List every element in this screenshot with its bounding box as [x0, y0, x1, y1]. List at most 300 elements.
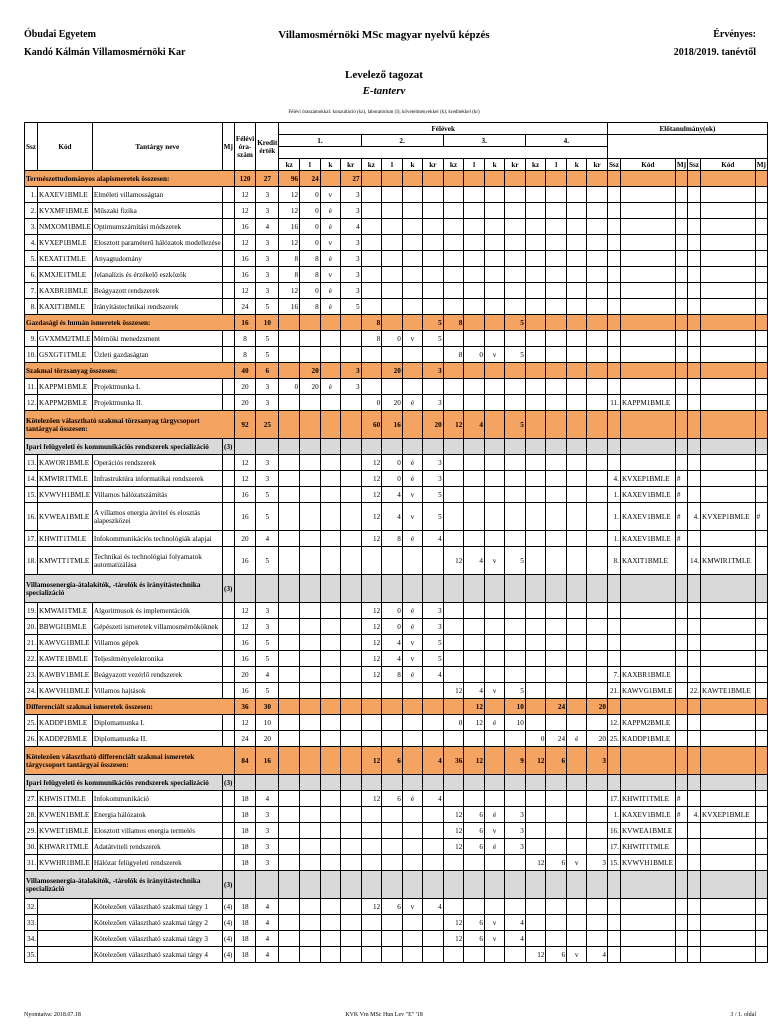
semester-3-kr [505, 283, 526, 299]
semester-2-l [382, 931, 403, 947]
semester-3-kz [443, 487, 464, 503]
semester-2-kr [423, 235, 444, 251]
semester-2-k: é [402, 619, 422, 635]
semester-2-kr: 5 [423, 503, 444, 531]
prereq-mj-2: # [755, 503, 767, 531]
semester-3-kz: 36 [443, 747, 464, 775]
prereq-ssz-2 [688, 791, 701, 807]
prereq-ssz-2 [688, 899, 701, 915]
prereq-ssz-1: 17. [607, 839, 620, 855]
semester-2-kr [423, 251, 444, 267]
semester-4-kz [525, 471, 546, 487]
course-row [25, 299, 768, 315]
university-name: Óbudai Egyetem [24, 29, 96, 40]
semester-4-kz: 12 [525, 855, 546, 871]
course-code: KHWIT1TMLE [38, 531, 93, 547]
prereq-mj-2 [755, 203, 767, 219]
course-note [222, 235, 234, 251]
semester-3-kz [443, 791, 464, 807]
semester-3-kz [443, 575, 464, 603]
prereq-mj-1 [675, 315, 687, 331]
course-code: KVWEN1BMLE [38, 807, 93, 823]
course-credit: 3 [256, 251, 279, 267]
course-hours: 16 [234, 267, 255, 283]
course-code: KADDP2BMLE [38, 731, 93, 747]
prereq-mj-1: # [675, 531, 687, 547]
col-kr: kr [587, 159, 608, 171]
prereq-code-1: KAXEV1BMLE [620, 531, 675, 547]
semester-1-kr: 3 [340, 187, 361, 203]
semester-4-kz [525, 251, 546, 267]
semester-1-k [320, 363, 340, 379]
semester-4-l [546, 651, 567, 667]
semester-4-k: v [567, 947, 587, 963]
course-hours: 12 [234, 283, 255, 299]
semester-2-k: v [402, 635, 422, 651]
semester-2-kr [423, 839, 444, 855]
semester-1-kr [340, 683, 361, 699]
prereq-ssz-1 [607, 203, 620, 219]
semester-1-kz [279, 503, 300, 531]
semester-4-k: v [567, 855, 587, 871]
semester-4-kz [525, 899, 546, 915]
semester-3-kr [505, 235, 526, 251]
semester-4-l [546, 531, 567, 547]
semester-2-kz [361, 731, 382, 747]
semester-3-kz [443, 395, 464, 411]
course-note [222, 283, 234, 299]
semester-4-l: 24 [546, 731, 567, 747]
specialization-row [25, 439, 768, 455]
semester-3-kz [443, 731, 464, 747]
specialization-title: Ipari felügyeleti és kommunikációs rendszerek specializáció [25, 439, 223, 455]
course-name: Adatátviteli rendszerek [92, 839, 222, 855]
semester-1-kz [279, 747, 300, 775]
course-hours: 20 [234, 379, 255, 395]
course-note [222, 395, 234, 411]
semester-1-kr [340, 331, 361, 347]
course-code: KMWIR1TMLE [38, 471, 93, 487]
prereq-code-1 [620, 915, 675, 931]
course-name: Jelanalízis és érzékelő eszközök [92, 267, 222, 283]
semester-1-kr: 3 [340, 267, 361, 283]
semester-4-kr [587, 395, 608, 411]
prereq-mj-2 [755, 395, 767, 411]
course-hours: 16 [234, 219, 255, 235]
prereq-code-2 [701, 823, 756, 839]
semester-2-k [402, 855, 422, 871]
semester-1-kz: 12 [279, 235, 300, 251]
prereq-ssz-2 [688, 855, 701, 871]
semester-4-kz [525, 439, 546, 455]
prereq-code-2 [701, 283, 756, 299]
semester-4-kz [525, 651, 546, 667]
semester-1-k [320, 899, 340, 915]
semester-1-l [300, 855, 321, 871]
semester-1-l [300, 471, 321, 487]
semester-4-kz [525, 331, 546, 347]
semester-3-l [464, 235, 485, 251]
semester-4-kz [525, 347, 546, 363]
specialization-row [25, 871, 768, 899]
semester-1-k [320, 503, 340, 531]
semester-1-l [300, 871, 321, 899]
semester-4-kr [587, 619, 608, 635]
prereq-code-2 [701, 395, 756, 411]
semester-3-l: 6 [464, 839, 485, 855]
semester-2-kr: 3 [423, 455, 444, 471]
semester-4-kr [587, 331, 608, 347]
specialization-credit-blank [256, 575, 279, 603]
semester-3-kr [505, 395, 526, 411]
semester-3-l [464, 503, 485, 531]
semester-1-kr [340, 947, 361, 963]
course-row [25, 347, 768, 363]
semester-1-l [300, 347, 321, 363]
course-code [38, 899, 93, 915]
semester-3-l [464, 471, 485, 487]
semester-4-kr [587, 775, 608, 791]
semester-1-l [300, 947, 321, 963]
semester-3-kr [505, 871, 526, 899]
semester-1-k [320, 171, 340, 187]
semester-4-l: 24 [546, 699, 567, 715]
semester-3-kr [505, 219, 526, 235]
prereq-mj-1 [675, 439, 687, 455]
semester-1-kz [279, 439, 300, 455]
semester-3-l: 0 [464, 347, 485, 363]
prereq-code-2 [701, 915, 756, 931]
prereq-ssz-1 [607, 187, 620, 203]
semester-4-l [546, 171, 567, 187]
semester-1-kr [340, 747, 361, 775]
semester-1-kr [340, 899, 361, 915]
semester-1-kr [340, 715, 361, 731]
valid-year: 2018/2019. tanévtől [673, 47, 756, 58]
semester-1-k: é [320, 219, 340, 235]
course-code: KAPPM1BMLE [38, 379, 93, 395]
semester-4-kz [525, 363, 546, 379]
semester-3-l [464, 187, 485, 203]
semester-4-l: 6 [546, 747, 567, 775]
semester-1-l: 8 [300, 299, 321, 315]
course-note [222, 267, 234, 283]
specialization-row [25, 775, 768, 791]
prereq-code-1 [620, 251, 675, 267]
prereq-mj-1 [675, 855, 687, 871]
prereq-code-1 [620, 283, 675, 299]
course-credit: 3 [256, 603, 279, 619]
semester-1-l [300, 731, 321, 747]
semester-4-k [567, 283, 587, 299]
semester-3-k [484, 619, 504, 635]
course-credit: 4 [256, 915, 279, 931]
prereq-ssz-1 [607, 747, 620, 775]
prereq-code-1 [620, 455, 675, 471]
course-name: Energia hálózatok [92, 807, 222, 823]
semester-1-k [320, 775, 340, 791]
prereq-code-1: KVWVH1BMLE [620, 855, 675, 871]
semester-1-kr [340, 395, 361, 411]
semester-2-k: é [402, 531, 422, 547]
prereq-mj-1 [675, 283, 687, 299]
semester-1-kr [340, 807, 361, 823]
semester-3-kr: 3 [505, 823, 526, 839]
prereq-mj-2 [755, 871, 767, 899]
semester-3-k [484, 487, 504, 503]
semester-3-kr [505, 471, 526, 487]
semester-3-kz: 12 [443, 839, 464, 855]
course-note [222, 683, 234, 699]
semester-4-k [567, 251, 587, 267]
semester-3-kz: 12 [443, 823, 464, 839]
semester-3-l [464, 363, 485, 379]
semester-2-l [382, 315, 403, 331]
course-credit: 3 [256, 379, 279, 395]
semester-1-l [300, 575, 321, 603]
prereq-mj-2 [755, 823, 767, 839]
prereq-mj-1 [675, 363, 687, 379]
course-note [222, 299, 234, 315]
semester-1-k [320, 603, 340, 619]
semester-4-l [546, 683, 567, 699]
prereq-ssz-1: 1. [607, 807, 620, 823]
semester-2-l: 8 [382, 667, 403, 683]
course-credit: 5 [256, 635, 279, 651]
semester-3-kz [443, 503, 464, 531]
semester-3-l [464, 219, 485, 235]
semester-3-l: 6 [464, 915, 485, 931]
semester-1-k [320, 823, 340, 839]
semester-2-k [402, 839, 422, 855]
prereq-mj-1: # [675, 807, 687, 823]
semester-4-kz [525, 807, 546, 823]
semester-3-k [484, 395, 504, 411]
prereq-ssz-1 [607, 635, 620, 651]
course-code: KMWAI1TMLE [38, 603, 93, 619]
prereq-ssz-1 [607, 575, 620, 603]
semester-3-l [464, 379, 485, 395]
course-note [222, 635, 234, 651]
course-name: Infokommunikáció [92, 791, 222, 807]
prereq-code-1 [620, 315, 675, 331]
prereq-mj-1 [675, 619, 687, 635]
semester-2-kz [361, 839, 382, 855]
semester-2-kz [361, 379, 382, 395]
semester-4-k [567, 775, 587, 791]
semester-4-l: 6 [546, 855, 567, 871]
semester-4-kr [587, 839, 608, 855]
group-title: Kötelezően választható szakmai törzsanyag tárgycsoport tantárgyai összesen: [25, 411, 235, 439]
semester-4-kr [587, 439, 608, 455]
semester-3-l [464, 667, 485, 683]
semester-3-l [464, 575, 485, 603]
footer-page: 3 / 1. oldal [730, 1012, 756, 1018]
prereq-ssz-1: 21. [607, 683, 620, 699]
prereq-code-1 [620, 411, 675, 439]
semester-2-kz [361, 915, 382, 931]
prereq-mj-2 [755, 411, 767, 439]
col-elotanulmany-blank [607, 135, 767, 159]
prereq-mj-2 [755, 363, 767, 379]
course-note [222, 531, 234, 547]
semester-1-kz [279, 667, 300, 683]
course-hours: 20 [234, 395, 255, 411]
semester-2-k [402, 363, 422, 379]
semester-4-k [567, 747, 587, 775]
course-credit: 5 [256, 299, 279, 315]
course-name: Algoritmusok és implementációk [92, 603, 222, 619]
semester-2-l [382, 347, 403, 363]
semester-4-l: 6 [546, 947, 567, 963]
semester-2-k: v [402, 503, 422, 531]
prereq-ssz-2 [688, 603, 701, 619]
semester-2-kz [361, 871, 382, 899]
semester-3-l: 12 [464, 715, 485, 731]
semester-4-kr [587, 807, 608, 823]
semester-3-l [464, 531, 485, 547]
group-total-row [25, 411, 768, 439]
semester-1-k [320, 619, 340, 635]
semester-2-kz: 12 [361, 471, 382, 487]
semester-2-l [382, 871, 403, 899]
semester-1-l [300, 667, 321, 683]
course-credit: 4 [256, 931, 279, 947]
semester-2-k: v [402, 651, 422, 667]
semester-2-l: 8 [382, 531, 403, 547]
semester-3-l: 6 [464, 807, 485, 823]
course-hours: 16 [234, 487, 255, 503]
prereq-ssz-2: 22. [688, 683, 701, 699]
prereq-code-1: KAWVG1BMLE [620, 683, 675, 699]
prereq-ssz-1 [607, 171, 620, 187]
prereq-code-1 [620, 635, 675, 651]
semester-1-kr [340, 651, 361, 667]
semester-1-k [320, 331, 340, 347]
course-credit: 4 [256, 899, 279, 915]
semester-3-l: 4 [464, 683, 485, 699]
col-kr: kr [340, 159, 361, 171]
prereq-mj-1: # [675, 487, 687, 503]
prereq-code-1 [620, 235, 675, 251]
semester-1-l: 0 [300, 283, 321, 299]
course-number: 2. [25, 203, 38, 219]
course-hours: 8 [234, 331, 255, 347]
semester-2-kr [423, 823, 444, 839]
course-name: Kötelezően választható szakmai tárgy 1 [92, 899, 222, 915]
prereq-ssz-2 [688, 871, 701, 899]
semester-3-l: 4 [464, 547, 485, 575]
semester-2-l [382, 715, 403, 731]
prereq-code-1 [620, 747, 675, 775]
course-number: 29. [25, 823, 38, 839]
prereq-ssz-1: 7. [607, 667, 620, 683]
semester-1-kr [340, 667, 361, 683]
prereq-code-2 [701, 411, 756, 439]
course-code: KMXJE1TMLE [38, 267, 93, 283]
course-code: GVXMM2TMLE [38, 331, 93, 347]
semester-1-l [300, 747, 321, 775]
semester-4-k [567, 791, 587, 807]
semester-2-kz [361, 823, 382, 839]
prereq-ssz-2 [688, 731, 701, 747]
semester-1-kz [279, 315, 300, 331]
prereq-ssz-2 [688, 775, 701, 791]
prereq-code-2 [701, 667, 756, 683]
semester-3-k: v [484, 823, 504, 839]
semester-2-kz: 12 [361, 747, 382, 775]
prereq-ssz-2 [688, 267, 701, 283]
semester-1-kr: 3 [340, 203, 361, 219]
semester-4-kr [587, 575, 608, 603]
semester-1-kz [279, 683, 300, 699]
prereq-code-1: KAXEV1BMLE [620, 503, 675, 531]
semester-1-k [320, 455, 340, 471]
course-row [25, 455, 768, 471]
semester-2-kr: 5 [423, 651, 444, 667]
semester-1-kz [279, 455, 300, 471]
semester-2-k [402, 187, 422, 203]
specialization-note: (3) [222, 575, 234, 603]
col-elotanulmany: Előtanulmány(ok) [607, 123, 767, 135]
course-hours: 18 [234, 791, 255, 807]
semester-2-l [382, 575, 403, 603]
course-hours: 8 [234, 347, 255, 363]
semester-2-k [402, 379, 422, 395]
semester-4-k [567, 363, 587, 379]
semester-1-l: 24 [300, 171, 321, 187]
semester-1-kz [279, 899, 300, 915]
semester-4-kz [525, 531, 546, 547]
prereq-mj-2 [755, 531, 767, 547]
semester-4-kz [525, 315, 546, 331]
course-credit: 4 [256, 531, 279, 547]
course-name: Infokommunikációs technológiák alapjai [92, 531, 222, 547]
semester-2-kr: 4 [423, 667, 444, 683]
course-hours: 18 [234, 823, 255, 839]
course-number: 30. [25, 839, 38, 855]
semester-1-k [320, 547, 340, 575]
semester-3-kz [443, 171, 464, 187]
prereq-mj-1 [675, 915, 687, 931]
course-row [25, 379, 768, 395]
course-number: 7. [25, 283, 38, 299]
semester-1-kr [340, 471, 361, 487]
semester-3-kz: 12 [443, 411, 464, 439]
semester-3-l [464, 775, 485, 791]
semester-3-k [484, 747, 504, 775]
course-name: Projektmunka II. [92, 395, 222, 411]
semester-4-k [567, 187, 587, 203]
course-hours: 12 [234, 619, 255, 635]
semester-1-l [300, 791, 321, 807]
course-number: 25. [25, 715, 38, 731]
course-note [222, 619, 234, 635]
semester-3-kr: 5 [505, 547, 526, 575]
course-code [38, 915, 93, 931]
semester-2-kz [361, 363, 382, 379]
col-kz: kz [443, 159, 464, 171]
semester-4-kr [587, 411, 608, 439]
prereq-code-2 [701, 931, 756, 947]
semester-2-kz: 12 [361, 619, 382, 635]
semester-4-l [546, 411, 567, 439]
course-code: KAWVG1BMLE [38, 635, 93, 651]
col-kr: kr [505, 159, 526, 171]
prereq-ssz-1 [607, 267, 620, 283]
course-code: KHWAR1TMLE [38, 839, 93, 855]
course-row [25, 635, 768, 651]
